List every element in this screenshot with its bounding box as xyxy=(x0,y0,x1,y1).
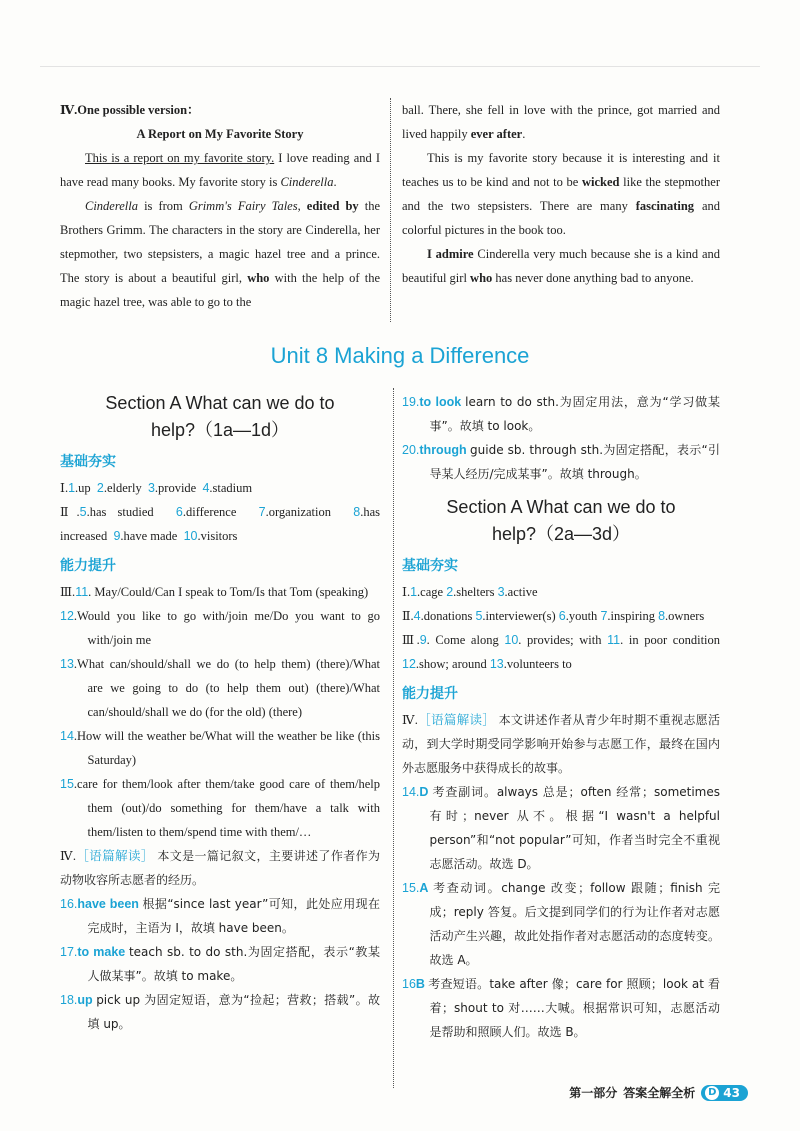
answer-key: D xyxy=(419,785,429,799)
text: has never done anything bad to anyone. xyxy=(492,271,694,285)
roman-label: Ⅰ. xyxy=(60,481,69,495)
explanation-text: pick up 为固定短语，意为“捡起；营救；搭载”。故填 up。 xyxy=(87,993,380,1031)
roman-label: Ⅱ. xyxy=(60,505,80,519)
answer-text: .have made xyxy=(120,529,178,543)
answer-text: .difference xyxy=(182,505,237,519)
answer-number: 15 xyxy=(60,777,74,791)
roman-label: Ⅳ. xyxy=(402,713,418,727)
answers-left-column xyxy=(60,390,380,1036)
answer-row-i xyxy=(60,476,380,500)
answer-number: 2 xyxy=(446,585,454,599)
answer-number: 14. xyxy=(402,785,420,799)
answer-number: 13 xyxy=(60,657,74,671)
answer-text: .stadium xyxy=(209,481,253,495)
heading-advanced: 能力提升 xyxy=(402,686,458,702)
answer-number: 19. xyxy=(402,395,420,409)
answer-text: .up xyxy=(75,481,91,495)
text: Cinderella very much because she is a kind and beautiful girl xyxy=(402,247,721,285)
answer-text: .interviewer(s) xyxy=(482,609,556,623)
answer-number: 8 xyxy=(658,609,666,623)
text: . xyxy=(333,175,337,189)
answer-list-iv xyxy=(60,892,380,1036)
answer-text: .provide xyxy=(154,481,197,495)
top-rule xyxy=(40,66,760,67)
roman-label: Ⅳ. xyxy=(60,849,77,863)
essay-paragraph xyxy=(60,146,380,194)
roman-label: Ⅲ. xyxy=(60,585,76,599)
underlined-sentence: This is a report on my favorite story. xyxy=(85,151,275,165)
answer-number: 12 xyxy=(60,609,74,623)
answer-number: 7 xyxy=(600,609,608,623)
text: This is my favorite story because it is interesting and it teaches us to be kind and not to be xyxy=(402,151,720,189)
column-divider xyxy=(393,388,394,1088)
answer-text: .cage xyxy=(417,585,444,599)
answer-text: . Come along xyxy=(426,633,499,647)
answer-number: 9 xyxy=(419,633,427,647)
footer-part: 第一部分 xyxy=(569,1086,618,1100)
section-title-line: help?（2a—3d） xyxy=(491,524,631,544)
explanation-text: 考查动词。change 改变；follow 跟随；finish 完成；reply 答复。后文提到同学们的行为让作者对志愿活动产生兴趣，故此处指作者对志愿活动的态度转变。故选 A。 xyxy=(429,881,720,967)
answer-item xyxy=(60,604,380,652)
answer-number: 20. xyxy=(402,443,420,457)
explanation-item xyxy=(60,988,380,1036)
text: like the stepmother and the two stepsisters. There are many xyxy=(402,175,720,213)
answer-list-iii xyxy=(60,580,380,844)
italic-title: Cinderella xyxy=(85,199,139,213)
answer-text: . in poor condition xyxy=(620,633,721,647)
bold-phrase: who xyxy=(470,271,493,285)
answer-text: .organization xyxy=(265,505,331,519)
answer-number: 17. xyxy=(60,945,78,959)
passage-intro xyxy=(60,844,380,892)
answer-item xyxy=(60,772,380,844)
explanation-text: 根据“since last year”可知，此处应用现在完成时，主语为 I，故填 have been。 xyxy=(87,897,381,935)
unit-title: Unit 8 Making a Difference xyxy=(270,343,530,368)
section-title-line: help?（1a—1d） xyxy=(150,420,290,440)
answer-key: B xyxy=(415,977,425,991)
section-title-line: Section A What can we do to xyxy=(105,393,335,413)
answer-key: to make xyxy=(77,945,126,959)
answer-number: 3 xyxy=(497,585,505,599)
answer-text: .volunteers to xyxy=(503,657,572,671)
answer-number: 5 xyxy=(475,609,483,623)
answer-text: .shelters xyxy=(453,585,495,599)
explanation-text: guide sb. through sth.为固定搭配，表示“引导某人经历/完成某事”。故填 through。 xyxy=(429,443,720,481)
heading-advanced: 能力提升 xyxy=(60,558,116,574)
roman-label: Ⅰ. xyxy=(402,585,411,599)
text: is from xyxy=(138,199,189,213)
answer-number: 3 xyxy=(147,481,155,495)
answer-number: 14 xyxy=(60,729,74,743)
essay-right-column xyxy=(402,98,720,290)
answer-text: .owners xyxy=(665,609,705,623)
answer-text: .inspiring xyxy=(607,609,655,623)
footer-label: 答案全解全析 xyxy=(623,1086,696,1100)
column-divider xyxy=(390,98,391,322)
page-number: 43 xyxy=(723,1085,740,1100)
page-footer xyxy=(569,1084,748,1101)
explanation-text: 考查副词。always 总是；often 经常；sometimes 有时；never 从不。根据“I wasn't a helpful person”和“not popular”可知，作者当时完全不重视志愿活动。故选 D。 xyxy=(429,785,721,871)
answer-item xyxy=(60,652,380,724)
answer-number: 1 xyxy=(68,481,76,495)
answer-number: 11 xyxy=(607,633,621,647)
section-letter-icon: D xyxy=(705,1086,719,1100)
page-number-badge xyxy=(701,1085,748,1101)
section-title xyxy=(402,494,720,548)
bold-phrase: fascinating xyxy=(635,199,695,213)
answer-number: 5 xyxy=(79,505,87,519)
answer-text: .elderly xyxy=(103,481,142,495)
italic-title: Grimm's Fairy Tales xyxy=(188,199,298,213)
explanation-item xyxy=(402,972,720,1044)
explanation-item xyxy=(60,940,380,988)
answer-number: 8 xyxy=(353,505,361,519)
answer-text: .donations xyxy=(420,609,473,623)
answer-text: .care for them/look after them/take good care of them/help them (out)/do something for them/have a talk with them/listen to them/spend time with them/… xyxy=(73,777,380,839)
answer-item xyxy=(60,724,380,772)
answer-number: 16. xyxy=(60,897,78,911)
answer-text: .active xyxy=(504,585,538,599)
explanation-text: learn to do sth.为固定用法，意为“学习做某事”。故填 to look。 xyxy=(429,395,721,433)
answer-row-ii xyxy=(60,500,380,548)
answer-number: 16 xyxy=(402,977,416,991)
answer-text: .has increased xyxy=(60,505,381,543)
answer-row-iii xyxy=(402,628,720,676)
text: the Brothers Grimm. The characters in the story are Cinderella, her stepmother, two stepsisters, a magic hazel tree and a prince. The story is about a beautiful girl, xyxy=(60,199,380,285)
answer-text: .How will the weather be/What will the weather be like (this Saturday) xyxy=(73,729,380,767)
answer-list-continued xyxy=(402,390,720,486)
answer-key: to look xyxy=(419,395,462,409)
answer-text: .visitors xyxy=(197,529,238,543)
answer-text: .youth xyxy=(565,609,598,623)
section-title-line: Section A What can we do to xyxy=(446,497,676,517)
roman-label: Ⅱ. xyxy=(402,609,414,623)
answer-number: 7 xyxy=(258,505,266,519)
explanation-text: teach sb. to do sth.为固定搭配，表示“教某人做某事”。故填 to make。 xyxy=(87,945,381,983)
roman-label: Ⅲ. xyxy=(402,633,420,647)
bold-phrase: wicked xyxy=(582,175,620,189)
italic-title: Cinderella xyxy=(280,175,334,189)
answer-number: 4 xyxy=(413,609,421,623)
answer-number: 13 xyxy=(489,657,504,671)
explanation-item xyxy=(60,892,380,940)
answer-number: 2 xyxy=(96,481,104,495)
part-label: Ⅳ.One possible version： xyxy=(60,103,200,117)
answer-list-iv xyxy=(402,780,720,1044)
passage-tag: ［语篇解读］ xyxy=(76,848,154,863)
explanation-item xyxy=(402,438,720,486)
answer-row-i xyxy=(402,580,720,604)
answer-item xyxy=(60,580,380,604)
answer-text: .Would you like to go with/join me/Do you want to go with/join me xyxy=(73,609,380,647)
passage-intro xyxy=(402,708,720,780)
essay-paragraph xyxy=(402,242,720,290)
text: and colorful pictures in the book too. xyxy=(402,199,720,237)
explanation-text: 考查短语。take after 像；care for 照顾；look at 看着；shout to 对……大喊。根据常识可知，志愿活动是帮助和照顾人们。故选 B。 xyxy=(428,977,720,1039)
text: ball. There, she fell in love with the prince, got married and lived happily xyxy=(402,103,720,141)
answer-number: 4 xyxy=(202,481,210,495)
essay-paragraph xyxy=(402,98,720,146)
answer-row-ii xyxy=(402,604,720,628)
answer-number: 11 xyxy=(75,585,89,599)
answer-items xyxy=(414,609,705,623)
bold-phrase: edited by xyxy=(306,199,359,213)
answer-number: 10 xyxy=(183,529,198,543)
answer-text: .show; around xyxy=(415,657,487,671)
answer-number: 18. xyxy=(60,993,78,1007)
answer-number: 9 xyxy=(113,529,121,543)
passage-tag: ［语篇解读］ xyxy=(417,712,496,727)
answer-key: up xyxy=(77,993,93,1007)
answer-text: . May/Could/Can I speak to Tom/Is that Tom (speaking) xyxy=(88,585,369,599)
answer-number: 1 xyxy=(410,585,418,599)
answer-text: .What can/should/shall we do (to help them) (there)/What are we going to do (to help them out) (there)/What can/should/shall we do (for the old) (there) xyxy=(73,657,380,719)
answer-key: A xyxy=(419,881,429,895)
answer-number: 6 xyxy=(175,505,183,519)
heading-basics: 基础夯实 xyxy=(402,558,458,574)
answer-items xyxy=(410,585,537,599)
answer-key: through xyxy=(419,443,467,457)
text: with the help of the magic hazel tree, was able to go to the xyxy=(60,271,380,309)
essay-left-column xyxy=(60,98,380,314)
passage-summary: 本文是一篇记叙文，主要讲述了作者作为动物收容所志愿者的经历。 xyxy=(60,849,380,887)
answer-text: . provides; with xyxy=(518,633,602,647)
passage-summary: 本文讲述作者从青少年时期不重视志愿活动，到大学时期受同学影响开始参与志愿工作，最终在国内外志愿服务中获得成长的故事。 xyxy=(402,713,720,775)
heading-basics: 基础夯实 xyxy=(60,454,116,470)
answer-items xyxy=(402,633,720,671)
answer-number: 6 xyxy=(558,609,566,623)
text: I love reading and I have read many books. My favorite story is xyxy=(60,151,380,189)
report-title: A Report on My Favorite Story xyxy=(136,127,304,141)
explanation-item xyxy=(402,780,720,876)
answer-key: have been xyxy=(77,897,139,911)
bold-phrase: ever after xyxy=(470,127,523,141)
answer-text: .has studied xyxy=(86,505,154,519)
text: , xyxy=(297,199,307,213)
answer-number: 15. xyxy=(402,881,420,895)
answer-number: 12 xyxy=(402,657,416,671)
essay-paragraph xyxy=(402,146,720,242)
essay-paragraph xyxy=(60,194,380,314)
answers-right-column xyxy=(402,390,720,1044)
bold-phrase: I admire xyxy=(427,247,474,261)
explanation-item xyxy=(402,876,720,972)
text: . xyxy=(522,127,526,141)
explanation-item xyxy=(402,390,720,438)
section-title xyxy=(60,390,380,444)
answer-number: 10 xyxy=(504,633,519,647)
bold-phrase: who xyxy=(247,271,270,285)
